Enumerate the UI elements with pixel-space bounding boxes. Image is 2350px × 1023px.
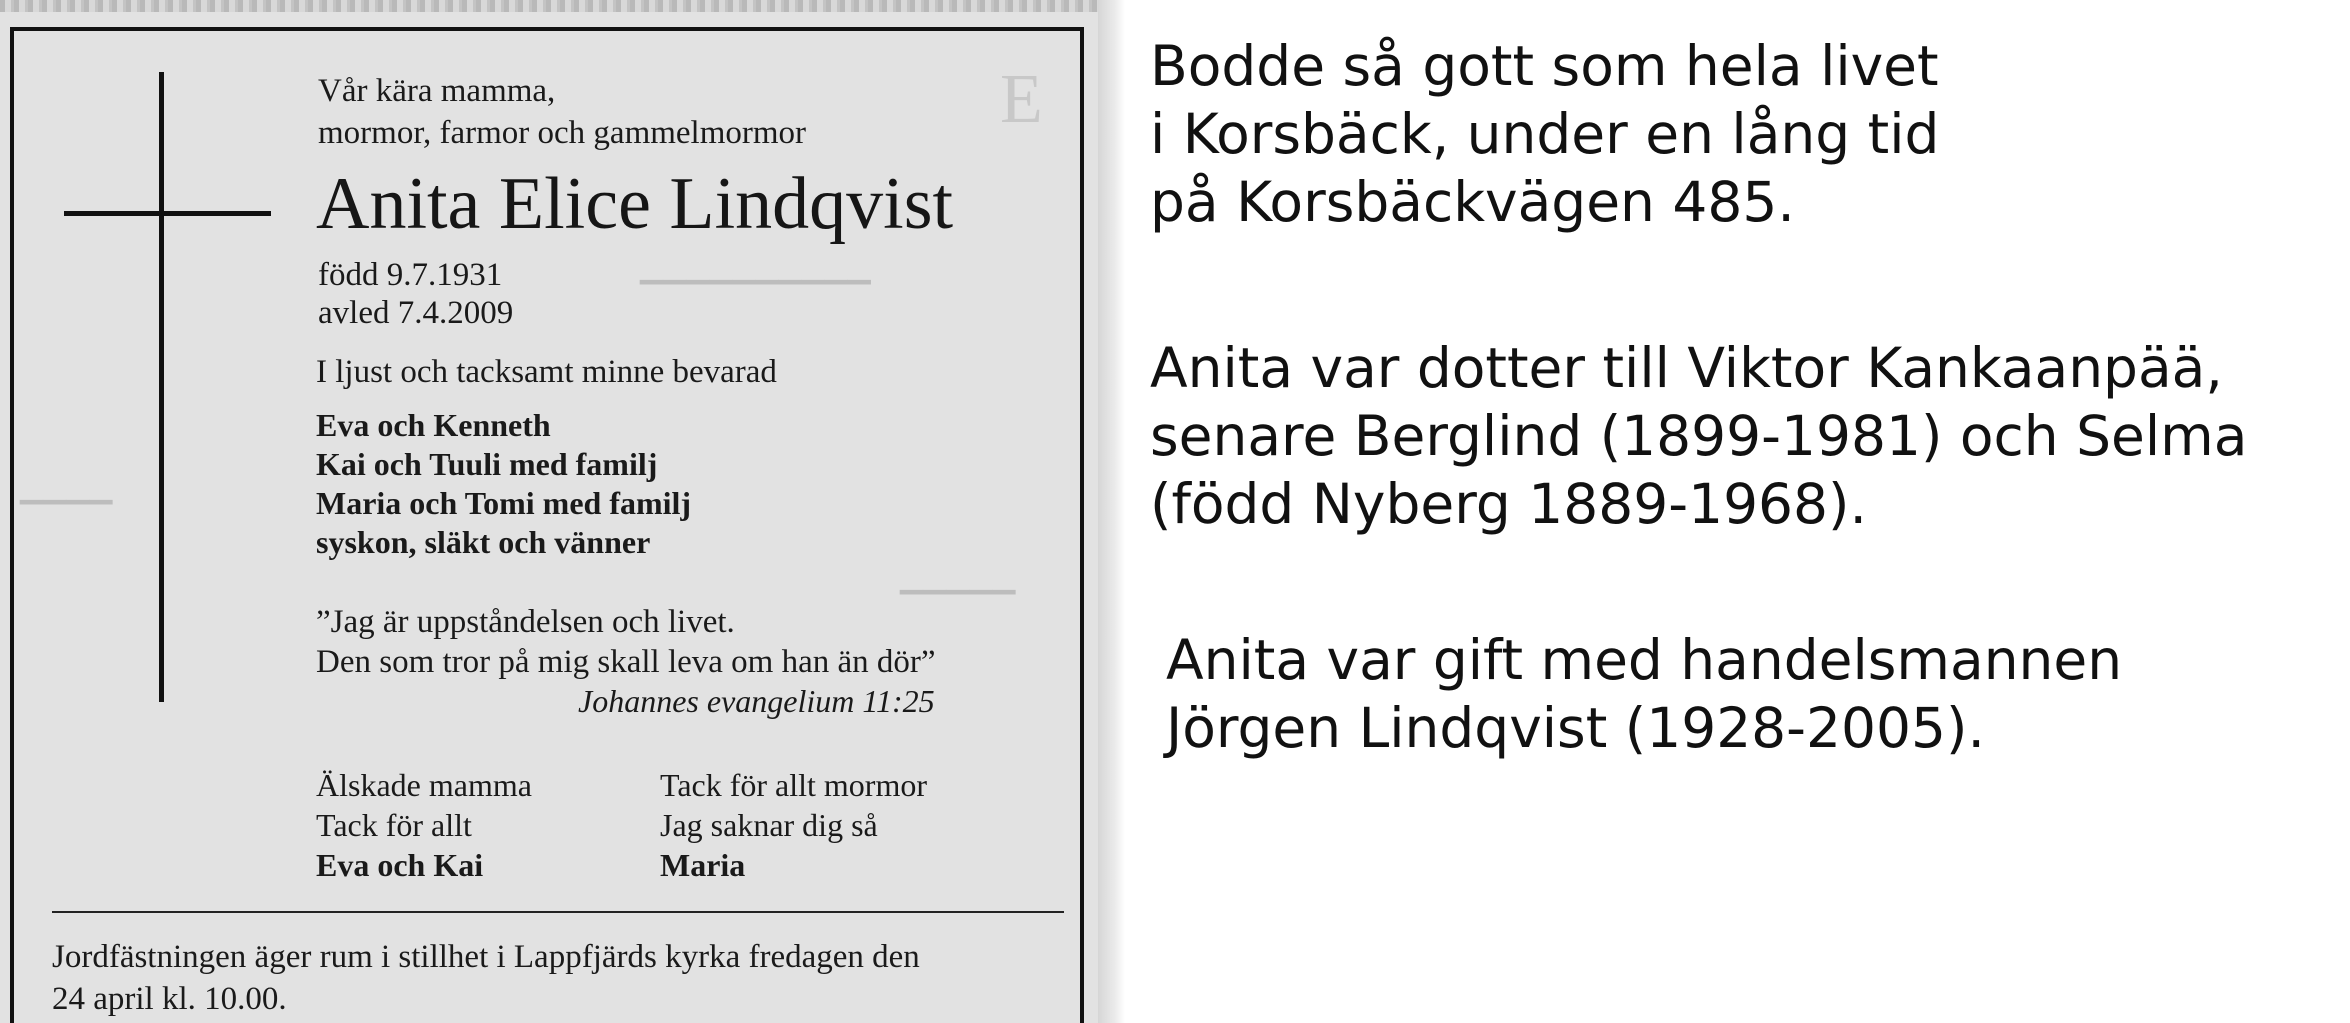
mourner-entry: Kai och Tuuli med familj: [316, 446, 658, 482]
farewell-column-left: [316, 765, 532, 885]
mourner-entry: syskon, släkt och vänner: [316, 524, 651, 560]
farewell-signature: Maria: [660, 847, 746, 883]
mourner-entry: Eva och Kenneth: [316, 407, 551, 443]
farewell-line: Tack för allt mormor: [660, 767, 927, 803]
bleed-through-texture: ▁▁▁▁▁▁▁▁▁▁: [640, 251, 871, 284]
mourner-entry: Maria och Tomi med familj: [316, 485, 692, 521]
cross-horizontal-bar: [64, 211, 271, 216]
farewell-signature: Eva och Kai: [316, 847, 484, 883]
annotation-parents: [1150, 334, 2247, 538]
annotation-residence: [1150, 32, 1939, 236]
farewell-line: Älskade mamma: [316, 767, 532, 803]
bleed-through-texture: ▁▁▁▁: [20, 471, 113, 504]
annotation-line: Anita var gift med handelsmannen: [1166, 628, 2123, 692]
clipping-right-edge: [1098, 0, 1125, 1023]
quote-reference: Johannes evangelium 11:25: [578, 683, 935, 719]
annotation-line: Jörgen Lindqvist (1928-2005).: [1166, 696, 1985, 760]
intro-line: mormor, farmor och gammelmormor: [318, 115, 807, 151]
funeral-line: 24 april kl. 10.00.: [52, 981, 287, 1017]
separator-rule: [52, 911, 1064, 913]
cross-vertical-bar: [159, 72, 164, 702]
funeral-notice: [52, 936, 920, 1020]
newspaper-clipping: [0, 0, 1125, 1023]
farewell-line: Jag saknar dig så: [660, 807, 878, 843]
life-dates: [318, 256, 513, 332]
annotation-line: Bodde så gott som hela livet: [1150, 34, 1939, 98]
annotation-line: på Korsbäckvägen 485.: [1150, 170, 1795, 234]
farewell-line: Tack för allt: [316, 807, 472, 843]
annotation-line: i Korsbäck, under en lång tid: [1150, 102, 1940, 166]
death-date: avled 7.4.2009: [318, 295, 514, 331]
annotation-line: senare Berglind (1899-1981) och Selma: [1150, 404, 2248, 468]
clipping-torn-top-edge: [0, 0, 1125, 12]
memory-line: I ljust och tacksamt minne bevarad: [316, 354, 777, 390]
quote-line: Den som tror på mig skall leva om han än dör”: [316, 644, 936, 680]
funeral-line: Jordfästningen äger rum i stillhet i Lappfjärds kyrka fredagen den: [52, 939, 920, 975]
intro-text: [318, 70, 806, 154]
intro-line: Vår kära mamma,: [318, 73, 556, 109]
farewell-column-right: [660, 765, 927, 885]
bleed-through-texture: ▁▁▁▁▁: [900, 561, 1016, 594]
birth-date: född 9.7.1931: [318, 257, 503, 293]
annotation-line: Anita var dotter till Viktor Kankaanpää,: [1150, 336, 2223, 400]
bible-quote: [316, 602, 936, 682]
mourners-list: [316, 406, 691, 562]
bleed-through-texture: E: [1000, 61, 1047, 138]
deceased-name: Anita Elice Lindqvist: [316, 163, 954, 245]
annotation-spouse: [1166, 626, 2122, 762]
quote-line: ”Jag är uppståndelsen och livet.: [316, 604, 735, 640]
annotation-line: (född Nyberg 1889-1968).: [1150, 472, 1867, 536]
